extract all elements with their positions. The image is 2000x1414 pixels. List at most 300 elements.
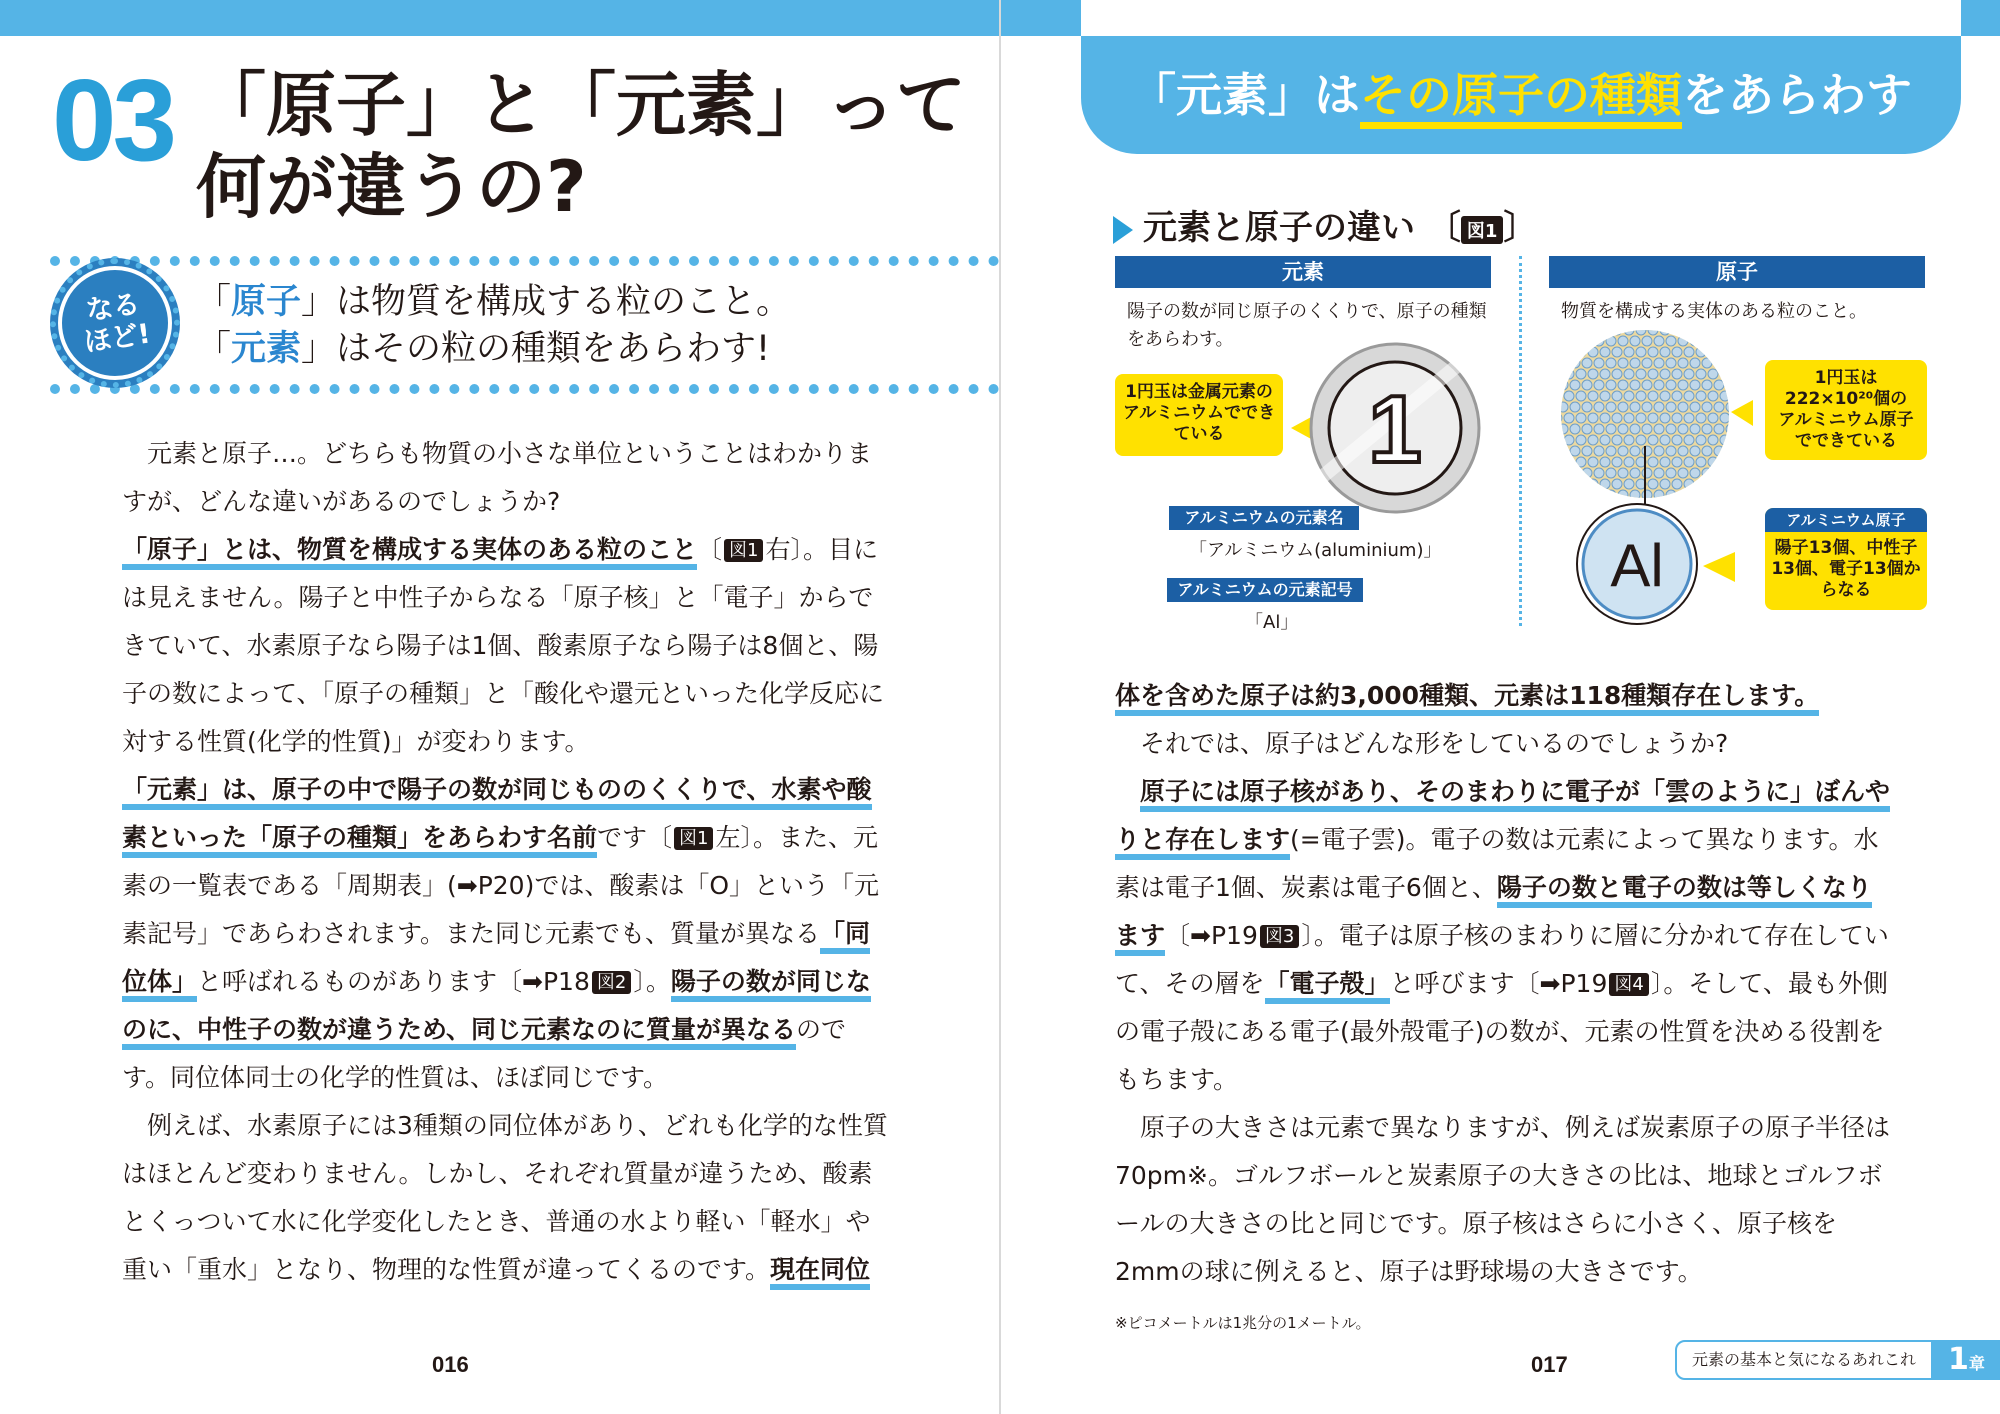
lattice-atom-dot (1630, 402, 1640, 412)
lattice-atom-dot (1702, 380, 1712, 390)
lattice-atom-dot (1630, 424, 1640, 434)
lattice-atom-dot (1672, 326, 1682, 335)
left-body-text (122, 430, 892, 1294)
lattice-callout-line: でできている (1795, 431, 1897, 451)
lattice-atom-dot (1576, 369, 1586, 379)
lattice-atom-dot (1576, 347, 1586, 357)
lattice-atom-dot (1672, 457, 1682, 467)
body-text-run: 〔➡P19 (1165, 921, 1258, 950)
lattice-atom-dot (1654, 402, 1664, 412)
lattice-atom-dot (1630, 468, 1640, 478)
lattice-atom-dot (1690, 336, 1700, 346)
lattice-atom-dot (1684, 347, 1694, 357)
lattice-atom-dot (1630, 336, 1640, 346)
lattice-atom-dot (1553, 391, 1562, 401)
lattice-atom-dot (1720, 457, 1730, 467)
lattice-atom-dot (1594, 336, 1604, 346)
lattice-atom-dot (1696, 413, 1706, 423)
lattice-atom-dot (1606, 336, 1616, 346)
lattice-atom-dot (1678, 380, 1688, 390)
lattice-atom-dot (1636, 413, 1646, 423)
header-highlight: その原子の種類 (1360, 68, 1682, 129)
lattice-atom-dot (1684, 413, 1694, 423)
body-text-run: です〔 (597, 823, 673, 852)
lattice-atom-dot (1702, 402, 1712, 412)
lattice-atom-dot (1690, 490, 1700, 500)
lattice-atom-dot (1570, 336, 1580, 346)
lattice-atom-dot (1558, 446, 1568, 456)
lattice-atom-dot (1666, 336, 1676, 346)
lattice-atom-dot (1696, 326, 1706, 335)
lattice-atom-dot (1738, 468, 1748, 478)
body-paragraph (122, 430, 892, 526)
lattice-atom-dot (1594, 468, 1604, 478)
element-symbol-value: 「Al」 (1245, 612, 1299, 633)
figure-heading-text: 元素と原子の違い (1143, 208, 1415, 248)
summary-line-2 (196, 329, 771, 369)
atom-lattice-icon (1553, 326, 1783, 526)
lattice-atom-dot (1576, 326, 1586, 335)
lattice-atom-dot (1672, 479, 1682, 489)
lattice-atom-dot (1636, 435, 1646, 445)
lattice-atom-dot (1660, 479, 1670, 489)
lattice-atom-dot (1660, 369, 1670, 379)
naruhodo-badge (50, 258, 180, 388)
lattice-atom-dot (1654, 424, 1664, 434)
lattice-atom-dot (1702, 468, 1712, 478)
body-text-run: 〕。そして、最も外側の電子殻にある電子(最外殻電子)の数が、元素の性質を決める役割をもちます。 (1115, 969, 1888, 1094)
lattice-atom-dot (1690, 402, 1700, 412)
lattice-atom-dot (1618, 468, 1628, 478)
top-color-bar (1961, 0, 2000, 36)
summary-line-1 (196, 282, 792, 322)
lattice-atom-dot (1553, 457, 1562, 467)
lattice-atom-dot (1696, 391, 1706, 401)
body-text-run: 例えば、水素原子には3種類の同位体があり、どれも化学的な性質はほとんど変わりません。しかし、それぞれ質量が違うため、酸素とくっついて水に化学変化したとき、普通の水より軽い「軽水」や重い「重水」となり、物理的な性質が違ってくるのです。 (122, 1111, 888, 1284)
lattice-atom-dot (1600, 369, 1610, 379)
lattice-atom-dot (1714, 424, 1724, 434)
lattice-atom-dot (1666, 358, 1676, 368)
lattice-atom-dot (1570, 424, 1580, 434)
lattice-atom-dot (1684, 391, 1694, 401)
lattice-atom-dot (1594, 402, 1604, 412)
lattice-atom-dot (1618, 424, 1628, 434)
lattice-atom-dot (1636, 326, 1646, 335)
lattice-atom-dot (1558, 380, 1568, 390)
figure-tag-bracket: 〔 図1 〕 (1426, 208, 1538, 248)
atom-description: 物質を構成する実体のある粒のこと。 (1561, 301, 1867, 322)
body-text-run: 元素と原子…。どちらも物質の小さな単位ということはわかりますが、どんな違いがあるのでしょうか? (122, 439, 873, 516)
lattice-atom-dot (1582, 402, 1592, 412)
lattice-atom-dot (1648, 391, 1658, 401)
page-title-line-1: 「原子」と「元素」って (196, 64, 966, 146)
lattice-atom-dot (1648, 435, 1658, 445)
lattice-atom-dot (1588, 457, 1598, 467)
lattice-atom-dot (1666, 490, 1676, 500)
lattice-atom-dot (1600, 347, 1610, 357)
lattice-atom-dot (1588, 435, 1598, 445)
lattice-atom-dot (1624, 347, 1634, 357)
lattice-atom-dot (1612, 435, 1622, 445)
lattice-atom-dot (1612, 391, 1622, 401)
body-text-run: 左〕。また、元素の一覧表である「周期表」(➡P20)では、酸素は「O」という「元素記号」であらわされます。また同じ元素でも、質量が異なる (122, 823, 880, 948)
lattice-atom-dot (1732, 391, 1742, 401)
coin-callout: 1円玉は金属元素のアルミニウムでできている (1115, 374, 1283, 456)
lattice-atom-dot (1630, 358, 1640, 368)
lattice-atom-dot (1696, 479, 1706, 489)
lattice-atom-dot (1708, 347, 1718, 357)
lattice-atom-dot (1600, 479, 1610, 489)
lattice-atom-dot (1618, 490, 1628, 500)
lattice-atom-dot (1660, 391, 1670, 401)
lattice-atom-dot (1678, 402, 1688, 412)
lattice-atom-dot (1666, 468, 1676, 478)
figure-heading (1113, 200, 1537, 249)
body-text-run: と呼ばれるものがあります〔➡P18 (197, 967, 590, 996)
naruhodo-badge-text (78, 288, 152, 359)
body-text-run (1115, 777, 1140, 806)
lattice-atom-dot (1606, 424, 1616, 434)
lattice-atom-dot (1642, 380, 1652, 390)
summary-keyword-element: 元素 (231, 329, 302, 369)
body-text-run: 〕。電子は原子核のまわりに層に分かれて存在していて、その層を (1115, 921, 1889, 998)
element-name-value: 「アルミニウム(aluminium)」 (1189, 540, 1442, 561)
body-paragraph (1115, 720, 1895, 768)
lattice-atom-dot (1588, 391, 1598, 401)
body-paragraph (1115, 1104, 1895, 1296)
lattice-atom-dot (1606, 358, 1616, 368)
lattice-atom-dot (1726, 336, 1736, 346)
lattice-atom-dot (1600, 435, 1610, 445)
lattice-atom-dot (1660, 326, 1670, 335)
lattice-atom-dot (1672, 347, 1682, 357)
lattice-atom-dot (1630, 380, 1640, 390)
lattice-atom-dot (1702, 358, 1712, 368)
header-text: 「元素」は (1130, 68, 1360, 122)
lattice-atom-dot (1564, 457, 1574, 467)
lattice-atom-dot (1696, 369, 1706, 379)
body-text-run: (=電子雲)。電子の数は元素によって異なります。水素は電子1個、炭素は電子6個と、 (1115, 825, 1879, 902)
highlighted-text: 「原子」とは、物質を構成する実体のある粒のこと (122, 535, 697, 570)
badge-line-2: ほど! (82, 318, 153, 359)
lattice-atom-dot (1642, 358, 1652, 368)
summary-text: 「 (196, 282, 232, 322)
lattice-atom-dot (1553, 479, 1562, 489)
lattice-atom-dot (1582, 446, 1592, 456)
atom-callout (1765, 508, 1927, 610)
right-body-text (1115, 672, 1895, 1296)
lattice-atom-dot (1642, 446, 1652, 456)
highlighted-text: 現在同位 (770, 1255, 870, 1290)
lattice-atom-dot (1594, 358, 1604, 368)
element-symbol-tag: アルミニウムの元素記号 (1167, 578, 1363, 602)
page-number-right: 017 (1531, 1352, 1568, 1377)
lattice-atom-dot (1576, 391, 1586, 401)
lattice-atom-dot (1642, 490, 1652, 500)
lattice-atom-dot (1672, 369, 1682, 379)
lattice-atom-dot (1576, 413, 1586, 423)
lattice-atom-dot (1732, 347, 1742, 357)
lattice-atom-dot (1714, 468, 1724, 478)
column-divider (1519, 256, 1522, 626)
lattice-atom-dot (1738, 490, 1748, 500)
lattice-atom-dot (1612, 326, 1622, 335)
body-paragraph (122, 1102, 892, 1294)
lattice-atom-dot (1702, 446, 1712, 456)
lattice-atom-dot (1558, 490, 1568, 500)
figure-ref-tag: 図1 (724, 539, 763, 562)
lattice-atom-dot (1570, 358, 1580, 368)
lattice-atom-dot (1672, 413, 1682, 423)
lattice-atom-dot (1648, 457, 1658, 467)
lattice-atom-dot (1558, 424, 1568, 434)
lattice-atom-dot (1642, 336, 1652, 346)
lattice-atom-dot (1612, 347, 1622, 357)
lattice-atom-dot (1678, 358, 1688, 368)
highlighted-text: 体を含めた原子は約3,000種類、元素は118種類存在します。 (1115, 681, 1819, 716)
chapter-label: 元素の基本と気になるあれこれ (1675, 1340, 1933, 1380)
lattice-atom-dot (1678, 468, 1688, 478)
lattice-atom-dot (1732, 435, 1742, 445)
lattice-atom-dot (1600, 457, 1610, 467)
lattice-atom-dot (1702, 490, 1712, 500)
lattice-atom-dot (1648, 479, 1658, 489)
lattice-atom-dot (1553, 347, 1562, 357)
lattice-atom-dot (1720, 479, 1730, 489)
lattice-atom-dot (1636, 391, 1646, 401)
lattice-atom-dot (1576, 457, 1586, 467)
lattice-atom-dot (1576, 435, 1586, 445)
lattice-atom-dot (1738, 358, 1748, 368)
lattice-atom-dot (1654, 468, 1664, 478)
body-text-run: と呼びます〔➡P19 (1389, 969, 1608, 998)
lattice-atom-dot (1582, 490, 1592, 500)
lattice-atom-dot (1726, 358, 1736, 368)
lattice-atom-dot (1570, 446, 1580, 456)
atom-symbol-text: Al (1610, 532, 1664, 599)
body-paragraph (122, 766, 892, 1102)
lattice-atom-dot (1553, 435, 1562, 445)
page-number-left: 016 (432, 1352, 469, 1377)
column-header-atom: 原子 (1549, 256, 1925, 288)
lattice-atom-dot (1648, 413, 1658, 423)
lattice-atom-dot (1732, 369, 1742, 379)
lattice-atom-dot (1708, 479, 1718, 489)
highlighted-text: 陽子の数が同じなのに、中性子の数が違うため、同じ元素なのに質量が異なる (122, 967, 871, 1050)
left-page (0, 0, 999, 1414)
lattice-atom-dot (1600, 326, 1610, 335)
lattice-atom-dot (1720, 326, 1730, 335)
lattice-atom-dot (1672, 391, 1682, 401)
lattice-atom-dot (1678, 490, 1688, 500)
lattice-atom-dot (1720, 347, 1730, 357)
lattice-atom-dot (1738, 380, 1748, 390)
lattice-atom-dot (1660, 457, 1670, 467)
figure-tag: 図1 (1461, 216, 1504, 244)
coin-digit: 1 (1368, 376, 1422, 483)
summary-text: 「 (196, 329, 232, 369)
lattice-atom-dot (1732, 326, 1742, 335)
one-yen-coin-icon (1291, 336, 1481, 526)
lattice-atom-dot (1708, 413, 1718, 423)
body-text-run: 〕。 (633, 967, 671, 996)
lattice-atom-dot (1600, 413, 1610, 423)
lattice-atom-dot (1564, 369, 1574, 379)
triangle-bullet-icon (1113, 216, 1133, 244)
atom-callout-body: 陽子13個、中性子13個、電子13個からなる (1771, 538, 1921, 600)
lattice-atom-dot (1714, 490, 1724, 500)
lattice-atom-dot (1606, 490, 1616, 500)
body-paragraph (1115, 768, 1895, 1104)
chapter-number: 1 (1948, 1342, 1969, 1377)
lattice-atom-dot (1588, 369, 1598, 379)
lattice-atom-dot (1726, 380, 1736, 390)
lattice-atom-dot (1570, 380, 1580, 390)
body-text-run: 原子の大きさは元素で異なりますが、例えば炭素原子の原子半径は70pm※。ゴルフボールと炭素原子の大きさの比は、地球とゴルフボールの大きさの比と同じです。原子核はさらに小さく、原子核を2mmの球に例えると、原子は野球場の大きさです。 (1115, 1113, 1891, 1286)
lattice-atom-dot (1576, 479, 1586, 489)
section-number: 03 (52, 55, 174, 185)
lattice-atom-dot (1666, 402, 1676, 412)
highlighted-text: 陽子の数と電子の数は等しくなります (1115, 873, 1872, 956)
header-title (1081, 68, 1961, 123)
lattice-atom-dot (1594, 380, 1604, 390)
lattice-atom-dot (1618, 402, 1628, 412)
lattice-atom-dot (1558, 402, 1568, 412)
lattice-atom-dot (1660, 347, 1670, 357)
badge-line-1: なる (83, 288, 142, 327)
lattice-atom-dot (1720, 435, 1730, 445)
lattice-atom-dot (1564, 479, 1574, 489)
lattice-atom-dot (1570, 490, 1580, 500)
lattice-atom-dot (1726, 468, 1736, 478)
element-name-tag: アルミニウムの元素名 (1169, 506, 1359, 530)
lattice-atom-dot (1594, 490, 1604, 500)
lattice-atom-dot (1708, 391, 1718, 401)
chapter-tab (1933, 1340, 2000, 1380)
lattice-atom-dot (1732, 479, 1742, 489)
chapter-suffix: 章 (1968, 1354, 1985, 1373)
lattice-atom-dot (1702, 424, 1712, 434)
lattice-atom-dot (1708, 326, 1718, 335)
lattice-atom-dot (1624, 326, 1634, 335)
lattice-atom-dot (1582, 336, 1592, 346)
lattice-atom-dot (1696, 457, 1706, 467)
lattice-atom-dot (1582, 358, 1592, 368)
lattice-atom-dot (1612, 413, 1622, 423)
figure-ref-tag: 図4 (1609, 973, 1648, 996)
lattice-atom-dot (1558, 468, 1568, 478)
lattice-atom-dot (1684, 479, 1694, 489)
lattice-atom-dot (1588, 347, 1598, 357)
lattice-atom-dot (1708, 435, 1718, 445)
lattice-callout-line: アルミニウム原子 (1778, 410, 1914, 430)
lattice-atom-dot (1654, 380, 1664, 390)
element-description: 陽子の数が同じ原子のくくりで、原子の種類をあらわす。 (1127, 301, 1487, 350)
lattice-atom-dot (1564, 326, 1574, 335)
lattice-atom-dot (1606, 402, 1616, 412)
lattice-atom-dot (1714, 446, 1724, 456)
lattice-atom-dot (1726, 424, 1736, 434)
lattice-atom-dot (1666, 446, 1676, 456)
lattice-atom-dot (1618, 336, 1628, 346)
lattice-atom-dot (1684, 457, 1694, 467)
lattice-atom-dot (1690, 358, 1700, 368)
lattice-atom-dot (1618, 446, 1628, 456)
lattice-atom-dot (1714, 358, 1724, 368)
lattice-atom-dot (1612, 369, 1622, 379)
body-text-run: のです。同位体同士の化学的性質は、ほぼ同じです。 (122, 1015, 847, 1092)
lattice-atom-dot (1690, 468, 1700, 478)
lattice-atom-dot (1738, 336, 1748, 346)
lattice-atom-dot (1684, 369, 1694, 379)
lattice-atom-dot (1702, 336, 1712, 346)
lattice-atom-dot (1738, 446, 1748, 456)
lattice-atom-dot (1588, 326, 1598, 335)
lattice-atom-dot (1660, 413, 1670, 423)
lattice-atom-dot (1564, 435, 1574, 445)
lattice-atom-dot (1558, 336, 1568, 346)
figure-ref-tag: 図2 (592, 971, 631, 994)
lattice-atom-dot (1690, 446, 1700, 456)
lattice-atom-dot (1553, 413, 1562, 423)
lattice-atom-dot (1564, 391, 1574, 401)
lattice-atom-dot (1636, 347, 1646, 357)
lattice-atom-dot (1684, 326, 1694, 335)
lattice-atom-dot (1618, 358, 1628, 368)
lattice-callout (1765, 360, 1927, 460)
lattice-atom-dot (1696, 435, 1706, 445)
lattice-atom-dot (1696, 347, 1706, 357)
lattice-atom-dot (1726, 490, 1736, 500)
figure-ref-tag: 図3 (1260, 925, 1299, 948)
lattice-atom-dot (1720, 413, 1730, 423)
body-text-run: 右〕。目には見えません。陽子と中性子からなる「原子核」と「電子」からできていて、水素原子なら陽子は1個、酸素原子なら陽子は8個と、陽子の数によって、「原子の種類」と「酸化や還元といった化学反応に対する性質(化学的性質)」が変わります。 (122, 535, 885, 756)
lattice-atom-dot (1582, 380, 1592, 390)
lattice-atom-dot (1570, 402, 1580, 412)
lattice-atom-dot (1666, 380, 1676, 390)
highlighted-text: 原子には原子核があり、そのまわりに電子が「雲のように」ぼんやりと存在します (1115, 777, 1890, 860)
top-color-bar (1001, 0, 1081, 36)
lattice-atom-dot (1606, 380, 1616, 390)
lattice-atom-dot (1708, 369, 1718, 379)
highlighted-text: 「同位体」 (122, 919, 870, 1002)
lattice-atom-dot (1624, 435, 1634, 445)
body-paragraph (1115, 672, 1895, 720)
header-text: をあらわす (1682, 68, 1912, 122)
lattice-atom-dot (1606, 468, 1616, 478)
lattice-atom-dot (1648, 369, 1658, 379)
lattice-atom-dot (1678, 446, 1688, 456)
lattice-atom-dot (1630, 446, 1640, 456)
lattice-atom-dot (1600, 391, 1610, 401)
lattice-atom-dot (1636, 369, 1646, 379)
lattice-atom-dot (1726, 446, 1736, 456)
lattice-atom-dot (1594, 446, 1604, 456)
lattice-atom-dot (1714, 402, 1724, 412)
lattice-atom-dot (1612, 457, 1622, 467)
page-title-line-2: 何が違うの? (196, 146, 587, 228)
top-color-bar (0, 0, 999, 36)
summary-keyword-atom: 原子 (231, 282, 302, 322)
lattice-atom-dot (1570, 468, 1580, 478)
lattice-atom-dot (1588, 413, 1598, 423)
lattice-atom-dot (1582, 468, 1592, 478)
lattice-atom-dot (1594, 424, 1604, 434)
lattice-atom-dot (1553, 369, 1562, 379)
highlighted-text: 「電子殻」 (1265, 969, 1390, 1004)
lattice-atom-dot (1564, 347, 1574, 357)
lattice-atom-dot (1606, 446, 1616, 456)
